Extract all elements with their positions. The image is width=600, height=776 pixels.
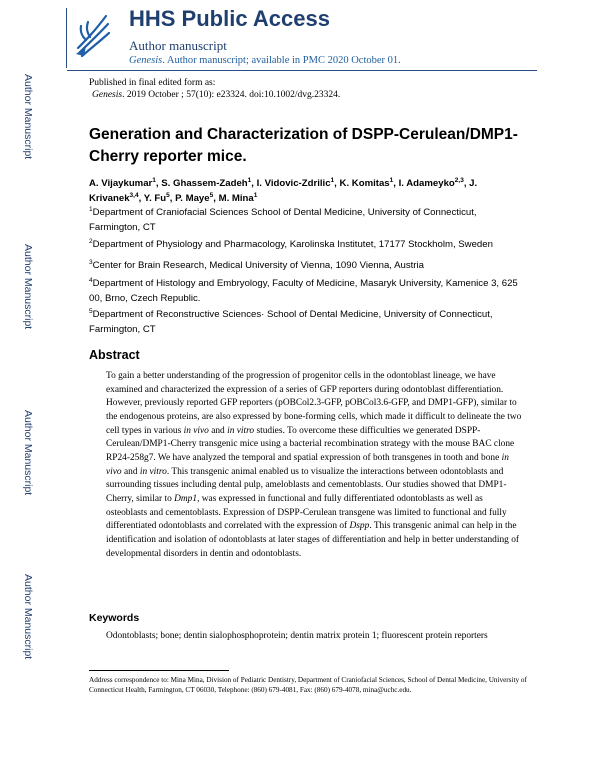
affiliation: $^5$Department of Reconstructive Sciences· School of Dental Medicine, University of Connecticut, Farmington, CT xyxy=(89,307,493,335)
affiliation: $^2$Department of Physiology and Pharmacology, Karolinska Institutet, 17177 Stockholm, Sweden xyxy=(89,237,493,250)
citation-journal: Genesis xyxy=(92,90,123,100)
sidebar-label: Author Manuscript xyxy=(22,410,34,496)
author-manuscript-subtitle: Author manuscript xyxy=(129,38,227,53)
author: M. Mina$^1$ xyxy=(218,191,258,204)
affiliation: $^3$Center for Brain Research, Medical University of Vienna, 1090 Vienna, Austria xyxy=(89,258,424,271)
sidebar-label: Author Manuscript xyxy=(22,74,34,160)
author: S. Ghassem-Zadeh$^1$ xyxy=(161,176,252,189)
header-divider xyxy=(67,70,537,71)
affiliation: $^1$Department of Craniofacial Sciences School of Dental Medicine, University of Connecticut, Farmington, CT xyxy=(89,205,477,233)
article-title: Generation and Characterization of DSPP-Cerulean/DMP1-Cherry reporter mice. xyxy=(89,126,518,165)
author-list: A. Vijaykumar$^1$, S. Ghassem-Zadeh$^1$, I. Vidovic-Zdrilic$^1$, K. Komitas$^1$, I. Adameyko$^{2,3}$, J. Krivanek$^{3,4}$, Y. Fu$^5$, P. Maye$^5$, M. Mina$^1$ xyxy=(89,176,478,204)
footnote-divider xyxy=(89,670,229,671)
affiliation: $^4$Department of Histology and Embryology, Faculty of Medicine, Masaryk University, Kamenice 3, 625 00, Brno, Czech Republic. xyxy=(89,276,518,304)
hhs-eagle-logo-icon xyxy=(72,10,112,60)
availability-journal: Genesis xyxy=(129,55,163,66)
correspondence-footnote: Address correspondence to: Mina Mina, Division of Pediatric Dentistry, Department of Craniofacial Sciences, School of Dental Medicine, University of Connecticut Health, Farmington, CT 06030, Telephone: (860) 679-4081, Fax: (860) 679-4078, mina@uchc.edu. xyxy=(89,676,527,694)
abstract-body: To gain a better understanding of the progression of progenitor cells in the odontoblast lineage, we have examined and characterized the expression of a series of GFP reporters during odontoblast differentiation. However, previously reported GFP reporters (pOBCol2.3-GFP, pOBCol3.6-GFP, and DMP1-GFP), similar to the endogenous proteins, are also expressed by bone-forming cells, which made it difficult to delineate the two cell types in various in vivo and in vitro studies. To overcome these difficulties we generated DSPP-Cerulean/DMP1-Cherry transgenic mice using a bacterial recombination strategy with the mouse BAC clone RP24-258g7. We have analyzed the temporal and spatial expression of both transgenes in tooth and bone in vivo and in vitro. This transgenic animal enabled us to visualize the interactions between odontoblasts and surrounding tissues including dental pulp, ameloblasts and cementoblasts. Our studies showed that DMP1-Cherry, similar to Dmp1, was expressed in functional and fully differentiated odontoblasts as well as osteoblasts and cementoblasts. Expression of DSPP-Cerulean transgene was limited to functional and fully differentiated odontoblasts and correlated with the expression of Dspp. This transgenic animal can help in the identification and isolation of odontoblasts at later stages of differentiation and help in better understanding of developmental disorders in dentin and odontoblasts. xyxy=(106,371,522,559)
author: P. Maye$^5$ xyxy=(175,191,214,204)
keywords-list: Odontoblasts; bone; dentin sialophosphoprotein; dentin matrix protein 1; fluorescent protein reporters xyxy=(106,631,488,641)
author: A. Vijaykumar$^1$ xyxy=(89,176,156,189)
availability-line xyxy=(129,55,401,66)
sidebar-label: Author Manuscript xyxy=(22,574,34,660)
hhs-public-access-title: HHS Public Access xyxy=(129,6,330,31)
header-vertical-divider xyxy=(66,8,67,68)
keywords-heading: Keywords xyxy=(89,612,140,624)
citation-details: . 2019 October ; 57(10): e23324. doi:10.1002/dvg.23324. xyxy=(122,90,341,100)
abstract-heading: Abstract xyxy=(89,348,140,362)
published-in-label: Published in final edited form as: xyxy=(89,78,216,88)
author: K. Komitas$^1$ xyxy=(339,176,394,189)
publication-info xyxy=(89,77,340,101)
author: I. Vidovic-Zdrilic$^1$ xyxy=(256,176,335,189)
citation-line xyxy=(89,89,340,101)
author: J. Krivanek$^{3,4}$ xyxy=(89,178,478,204)
left-margin-sidebar xyxy=(0,0,40,776)
author: Y. Fu$^5$ xyxy=(143,191,170,204)
availability-text: . Author manuscript; available in PMC 2020 October 01. xyxy=(162,55,401,66)
sidebar-label: Author Manuscript xyxy=(22,244,34,330)
author: I. Adameyko$^{2,3}$ xyxy=(398,176,464,189)
